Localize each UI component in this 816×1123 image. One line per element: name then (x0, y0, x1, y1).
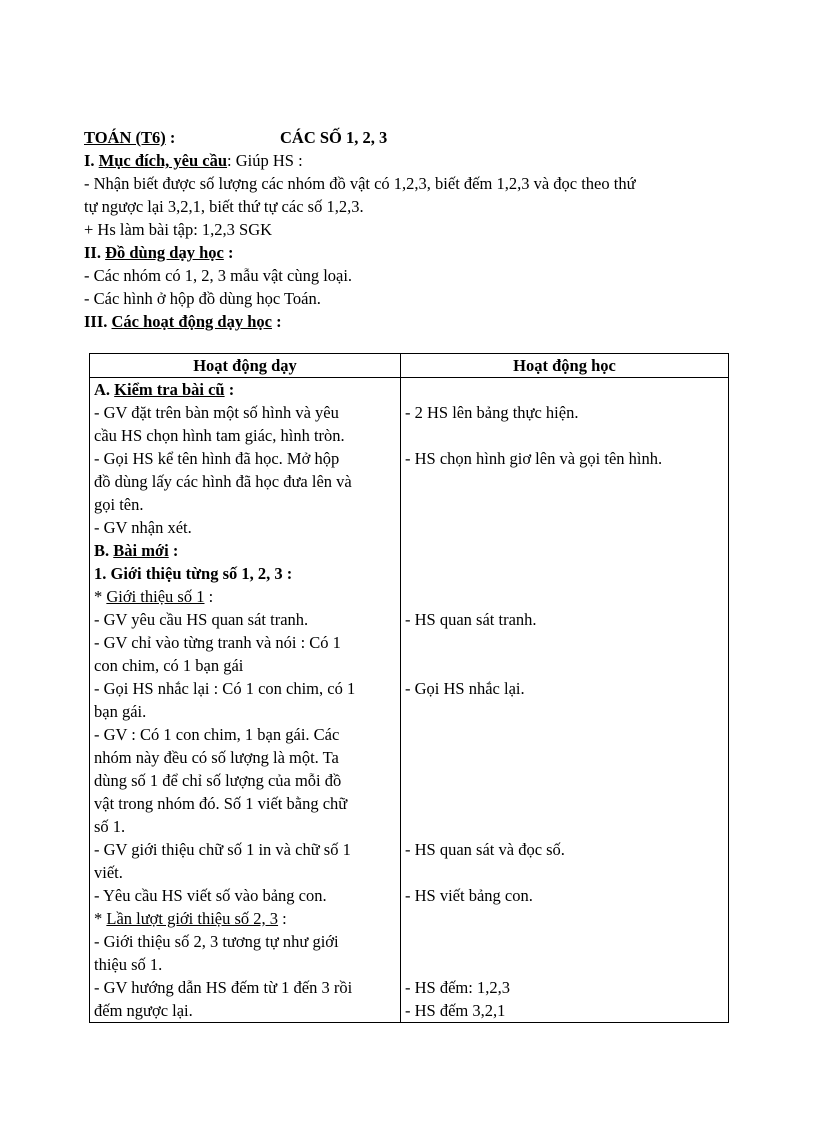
section1-line-1: - Nhận biết được số lượng các nhóm đồ vật có 1,2,3, biết đếm 1,2,3 và đọc theo thứ (84, 174, 636, 193)
teacher-line: - Giới thiệu số 2, 3 tương tự như giới (94, 932, 339, 951)
intro-section (84, 149, 734, 333)
student-line (405, 378, 724, 401)
student-line (405, 424, 724, 447)
teacher-line: - GV yêu cầu HS quan sát tranh. (94, 610, 309, 629)
student-line: - HS chọn hình giơ lên và gọi tên hình. (405, 449, 663, 468)
student-line (405, 585, 724, 608)
teacher-line: bạn gái. (94, 702, 147, 721)
section-heading: A. Kiểm tra bài cũ : (94, 380, 235, 399)
teacher-line: - GV giới thiệu chữ số 1 in và chữ số 1 (94, 840, 351, 859)
subject-suffix: : (165, 128, 176, 147)
table-row (90, 378, 729, 1023)
student-line: - HS viết bảng con. (405, 886, 533, 905)
student-line (405, 631, 724, 654)
student-line (405, 861, 724, 884)
title-row (84, 126, 734, 149)
teacher-line: dùng số 1 để chỉ số lượng của mỗi đồ (94, 771, 342, 790)
student-line (405, 907, 724, 930)
table-body (90, 378, 729, 1023)
section1-line-3: + Hs làm bài tập: 1,2,3 SGK (84, 220, 273, 239)
activities-table (89, 353, 729, 1023)
section3-tail: : (276, 312, 282, 331)
section2-line-2: - Các hình ở hộp đồ dùng học Toán. (84, 289, 321, 308)
teacher-line: - Gọi HS nhắc lại : Có 1 con chim, có 1 (94, 679, 356, 698)
teacher-line: cầu HS chọn hình tam giác, hình tròn. (94, 426, 345, 445)
section3-title: Các hoạt động dạy học (111, 312, 272, 331)
student-line: - HS quan sát và đọc số. (405, 840, 565, 859)
section3-heading (84, 310, 734, 333)
teacher-line: số 1. (94, 817, 126, 836)
teacher-line: - GV hướng dẫn HS đếm từ 1 đến 3 rồi (94, 978, 353, 997)
section-heading: B. Bài mới : (94, 541, 179, 560)
student-line: - 2 HS lên bảng thực hiện. (405, 403, 579, 422)
student-line (405, 792, 724, 815)
student-line (405, 493, 724, 516)
section1-heading (84, 149, 734, 172)
student-activities-cell (401, 378, 729, 1023)
teacher-line: - Gọi HS kể tên hình đã học. Mở hộp (94, 449, 340, 468)
student-line: - HS đếm 3,2,1 (405, 1001, 506, 1020)
section2-heading (84, 241, 734, 264)
student-line (405, 539, 724, 562)
section1-line-2: tự ngược lại 3,2,1, biết thứ tự các số 1,2,3. (84, 197, 364, 216)
student-line (405, 930, 724, 953)
student-line (405, 746, 724, 769)
student-line (405, 815, 724, 838)
section2-tail: : (227, 243, 234, 262)
section1-tail: : Giúp HS : (227, 151, 303, 170)
section3-numeral: III. (84, 312, 108, 331)
lesson-title: CÁC SỐ 1, 2, 3 (280, 128, 388, 147)
teacher-line: thiệu số 1. (94, 955, 163, 974)
section1-numeral: I. (84, 151, 95, 170)
student-line (405, 654, 724, 677)
teacher-line: gọi tên. (94, 495, 144, 514)
subject-label (84, 126, 280, 149)
teacher-activities-cell (90, 378, 401, 1023)
section2-title: Đồ dùng dạy học (105, 243, 224, 262)
student-line (405, 723, 724, 746)
teacher-line: - GV : Có 1 con chim, 1 bạn gái. Các (94, 725, 340, 744)
table-header-row (90, 354, 729, 378)
section2-line-1: - Các nhóm có 1, 2, 3 mẫu vật cùng loại. (84, 266, 353, 285)
teacher-line: đếm ngược lại. (94, 1001, 193, 1020)
student-line (405, 953, 724, 976)
student-line (405, 516, 724, 539)
student-line (405, 470, 724, 493)
teacher-line: đồ dùng lấy các hình đã học đưa lên và (94, 472, 352, 491)
teacher-line: - Yêu cầu HS viết số vào bảng con. (94, 886, 327, 905)
teacher-line: - GV nhận xét. (94, 518, 192, 537)
student-line (405, 562, 724, 585)
student-line: - Gọi HS nhắc lại. (405, 679, 525, 698)
student-line: - HS quan sát tranh. (405, 610, 537, 629)
section1-title: Mục đích, yêu cầu (98, 151, 228, 170)
document-page (84, 126, 734, 333)
teacher-line: viết. (94, 863, 123, 882)
teacher-line: nhóm này đều có số lượng là một. Ta (94, 748, 339, 767)
student-line (405, 700, 724, 723)
topic-heading: * Giới thiệu số 1 : (94, 587, 214, 606)
teacher-line: - GV đặt trên bàn một số hình và yêu (94, 403, 339, 422)
teacher-line: - GV chỉ vào từng tranh và nói : Có 1 (94, 633, 341, 652)
subsection-heading: 1. Giới thiệu từng số 1, 2, 3 : (94, 564, 293, 583)
subject-text: TOÁN (T6) (84, 128, 166, 147)
topic-heading: * Lần lượt giới thiệu số 2, 3 : (94, 909, 287, 928)
teacher-line: con chim, có 1 bạn gái (94, 656, 244, 675)
section2-numeral: II. (84, 243, 101, 262)
student-line (405, 769, 724, 792)
student-column-header: Hoạt động học (401, 354, 729, 378)
student-line: - HS đếm: 1,2,3 (405, 978, 510, 997)
teacher-column-header: Hoạt động dạy (90, 354, 401, 378)
teacher-line: vật trong nhóm đó. Số 1 viết bằng chữ (94, 794, 348, 813)
